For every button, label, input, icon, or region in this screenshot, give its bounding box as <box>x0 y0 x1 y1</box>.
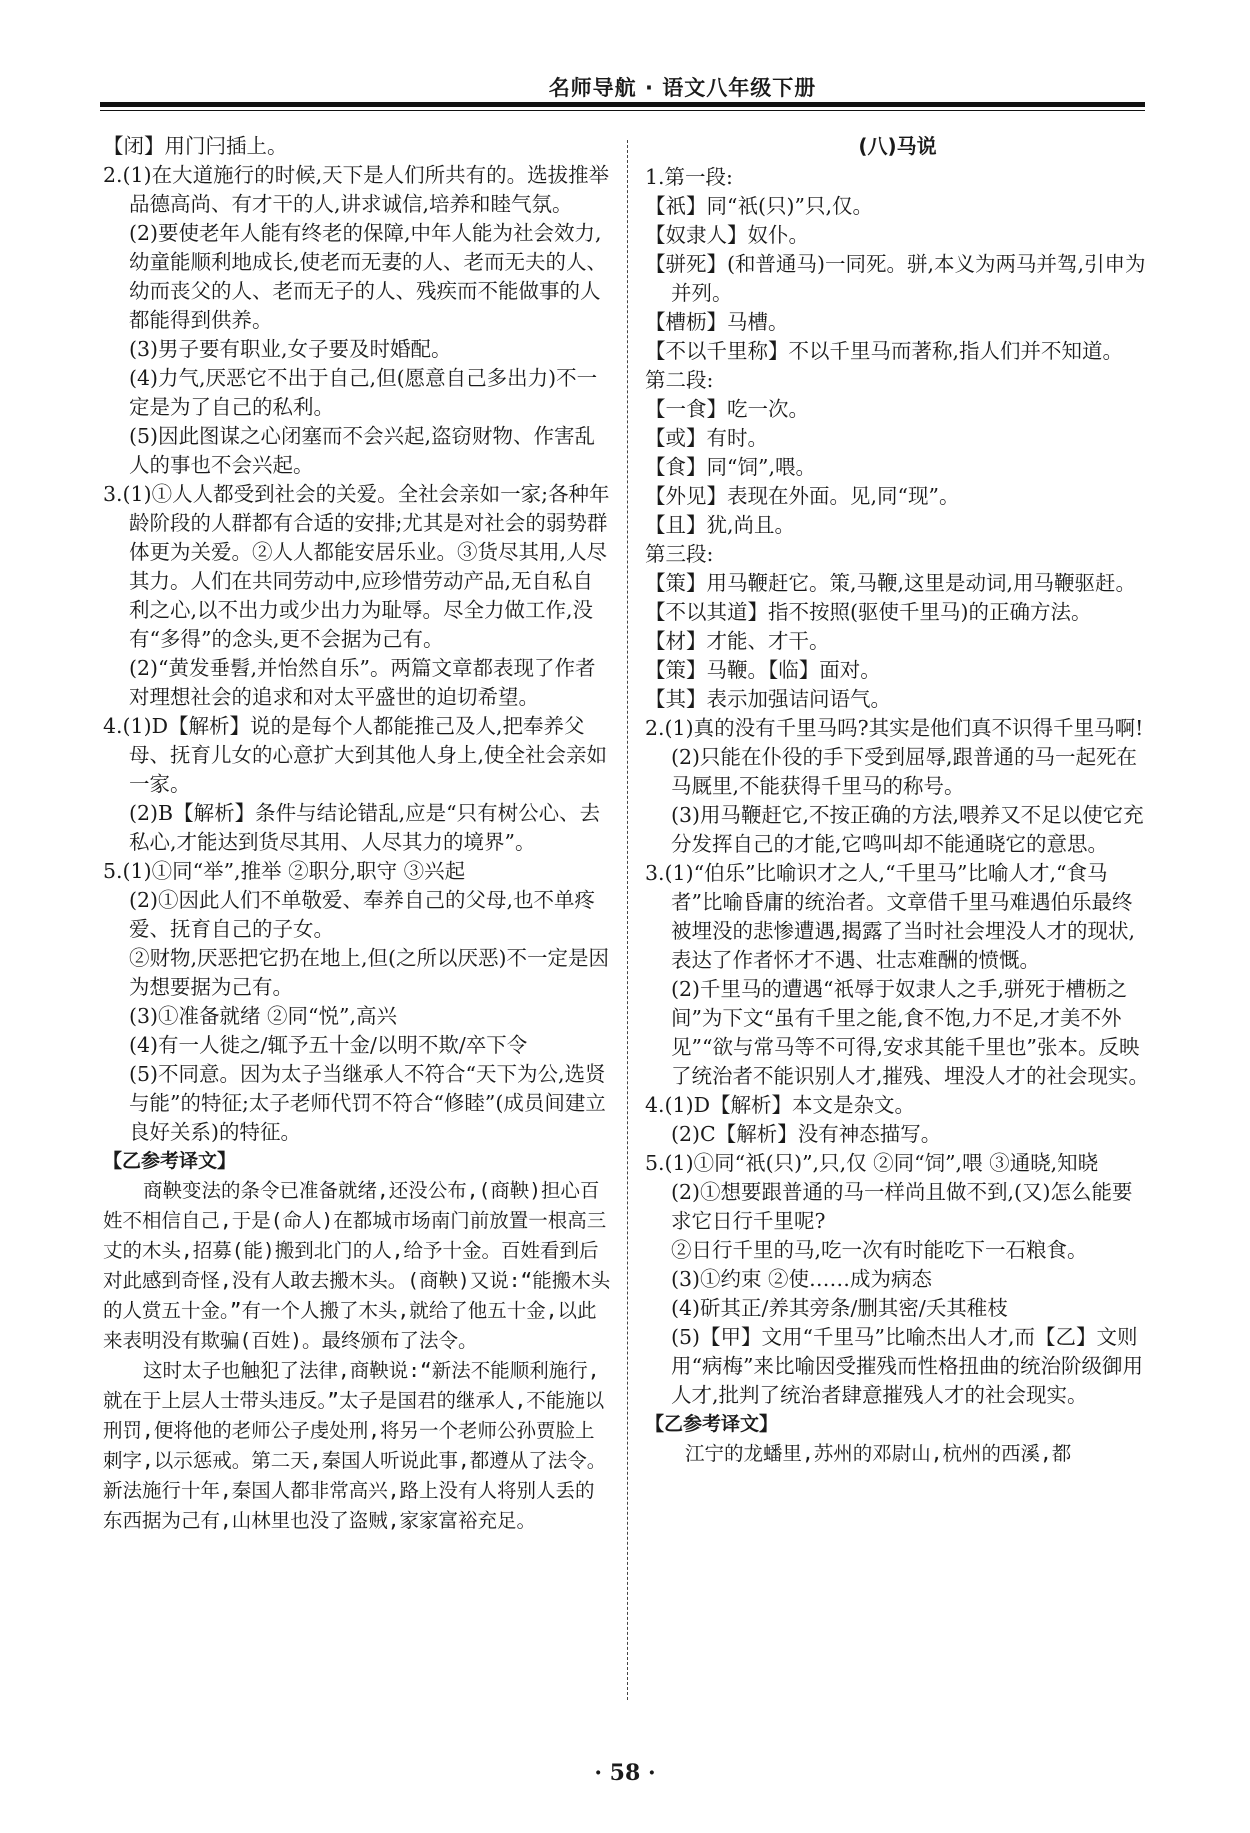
answer-line: (2)C【解析】没有神态描写。 <box>671 1122 942 1146</box>
translation-paragraph: 这时太子也触犯了法律,商鞅说:“新法不能顺利施行,就在于上层人士带头违反。”太子是国君的继承人,不能施以刑罚,便将他的老师公子虔处刑,将另一个老师公孙贾脸上刺字,以示惩戒。第二天,秦国人听说此事,都遵从了法令。新法施行十年,秦国人都非常高兴,路上没有人将别人丢的东西据为己有,山林里也没了盗贼,家家富裕充足。 <box>103 1359 607 1532</box>
answer-line: 【骈死】(和普通马)一同死。骈,本义为两马并驾,引申为并列。 <box>645 252 1146 305</box>
page-header <box>100 64 1145 116</box>
answer-line: ②日行千里的马,吃一次有时能吃下一石粮食。 <box>671 1238 1088 1262</box>
left-column <box>103 132 613 1536</box>
section-title: (八)马说 <box>858 134 937 158</box>
answer-line: 第三段: <box>645 542 714 566</box>
answer-line: 5.(1)①同“祇(只)”,只,仅 ②同“饲”,喂 ③通晓,知晓 <box>645 1151 1099 1175</box>
answer-line: (3)①约束 ②使……成为病态 <box>671 1267 933 1291</box>
answer-line: 4.(1)D【解析】本文是杂文。 <box>645 1093 916 1117</box>
answer-line: 【奴隶人】奴仆。 <box>645 223 809 247</box>
answer-line: 2.(1)在大道施行的时候,天下是人们所共有的。选拔推举品德高尚、有才干的人,讲求诚信,培养和睦气氛。 <box>103 163 610 216</box>
right-column <box>645 132 1150 1469</box>
answer-line: (4)斫其正/养其旁条/删其密/夭其稚枝 <box>671 1296 1008 1320</box>
answer-line: (2)B【解析】条件与结论错乱,应是“只有树公心、去私心,才能达到货尽其用、人尽其力的境界”。 <box>129 801 601 854</box>
answer-line: 【祇】同“祇(只)”只,仅。 <box>645 194 873 218</box>
answer-line: (2)只能在仆役的手下受到屈辱,跟普通的马一起死在马厩里,不能获得千里马的称号。 <box>671 745 1138 798</box>
header-rule-thick <box>100 102 1145 107</box>
answer-line: 【策】用马鞭赶它。策,马鞭,这里是动词,用马鞭驱赶。 <box>645 571 1137 595</box>
answer-line: 【食】同“饲”,喂。 <box>645 455 816 479</box>
answer-line: 【不以其道】指不按照(驱使千里马)的正确方法。 <box>645 600 1092 624</box>
reference-heading: 【乙参考译文】 <box>645 1413 779 1435</box>
answer-line: 2.(1)真的没有千里马吗?其实是他们真不识得千里马啊! <box>645 716 1144 740</box>
translation-paragraph: 江宁的龙蟠里,苏州的邓尉山,杭州的西溪,都 <box>685 1442 1072 1465</box>
header-title: 名师导航 · 语文八年级下册 <box>548 76 817 100</box>
answer-line: (3)用马鞭赶它,不按正确的方法,喂养又不足以使它充分发挥自己的才能,它鸣叫却不能通晓它的意思。 <box>671 803 1144 856</box>
answer-line: 【闭】用门闩插上。 <box>103 134 288 158</box>
answer-line: (3)男子要有职业,女子要及时婚配。 <box>129 337 452 361</box>
answer-line: 【外见】表现在外面。见,同“现”。 <box>645 484 960 508</box>
translation-paragraph: 商鞅变法的条令已准备就绪,还没公布,(商鞅)担心百姓不相信自己,于是(命人)在都城市场南门前放置一根高三丈的木头,招募(能)搬到北门的人,给予十金。百姓看到后对此感到奇怪,没有人敢去搬木头。(商鞅)又说:“能搬木头的人赏五十金。”有一个人搬了木头,就给了他五十金,以此来表明没有欺骗(百姓)。最终颁布了法令。 <box>103 1179 611 1352</box>
answer-line: 1.第一段: <box>645 165 733 189</box>
answer-line: (2)千里马的遭遇“祇辱于奴隶人之手,骈死于槽枥之间”为下文“虽有千里之能,食不饱,力不足,才美不外见”“欲与常马等不可得,安求其能千里也”张本。反映了统治者不能识别人才,摧残、埋没人才的社会现实。 <box>671 977 1150 1088</box>
answer-line: 【槽枥】马槽。 <box>645 310 789 334</box>
header-rule-thin <box>100 110 1145 111</box>
answer-line: 【一食】吃一次。 <box>645 397 809 421</box>
answer-line: 【其】表示加强诘问语气。 <box>645 687 891 711</box>
answer-line: 第二段: <box>645 368 714 392</box>
answer-line: 3.(1)①人人都受到社会的关爱。全社会亲如一家;各种年龄阶段的人群都有合适的安排;尤其是对社会的弱势群体更为关爱。②人人都能安居乐业。③货尽其用,人尽其力。人们在共同劳动中,应珍惜劳动产品,无自私自利之心,以不出力或少出力为耻辱。尽全力做工作,没有“多得”的念头,更不会据为己有。 <box>103 482 610 651</box>
answer-line: (5)【甲】文用“千里马”比喻杰出人才,而【乙】文则用“病梅”来比喻因受摧残而性格扭曲的统治阶级御用人才,批判了统治者肆意摧残人才的社会现实。 <box>671 1325 1143 1407</box>
answer-line: (2)①想要跟普通的马一样尚且做不到,(又)怎么能要求它日行千里呢? <box>671 1180 1133 1233</box>
answer-line: (2)①因此人们不单敬爱、奉养自己的父母,也不单疼爱、抚育自己的子女。 <box>129 888 596 941</box>
answer-line: 【策】马鞭。【临】面对。 <box>645 658 881 682</box>
answer-line: 【或】有时。 <box>645 426 768 450</box>
reference-heading: 【乙参考译文】 <box>103 1150 237 1172</box>
answer-line: 【且】犹,尚且。 <box>645 513 796 537</box>
answer-line: (5)不同意。因为太子当继承人不符合“天下为公,选贤与能”的特征;太子老师代罚不符合“修睦”(成员间建立良好关系)的特征。 <box>129 1062 606 1144</box>
page-number: · 58 · <box>594 1760 656 1786</box>
answer-line: (2)“黄发垂髫,并怡然自乐”。两篇文章都表现了作者对理想社会的追求和对太平盛世的迫切希望。 <box>129 656 596 709</box>
column-divider <box>627 140 628 1700</box>
answer-line: 5.(1)①同“举”,推举 ②职分,职守 ③兴起 <box>103 859 466 883</box>
answer-line: 【不以千里称】不以千里马而著称,指人们并不知道。 <box>645 339 1124 363</box>
answer-line: (4)力气,厌恶它不出于自己,但(愿意自己多出力)不一定是为了自己的私利。 <box>129 366 598 419</box>
answer-line: (2)要使老年人能有终老的保障,中年人能为社会效力,幼童能顺利地成长,使老而无妻的人、老而无夫的人、幼而丧父的人、老而无子的人、残疾而不能做事的人都能得到供养。 <box>129 221 608 332</box>
answer-line: 【材】才能、才干。 <box>645 629 830 653</box>
answer-line: (4)有一人徙之/辄予五十金/以明不欺/卒下令 <box>129 1033 528 1057</box>
answer-line: 4.(1)D【解析】说的是每个人都能推己及人,把奉养父母、抚育儿女的心意扩大到其他人身上,使全社会亲如一家。 <box>103 714 608 796</box>
answer-line: (3)①准备就绪 ②同“悦”,高兴 <box>129 1004 398 1028</box>
answer-line: (5)因此图谋之心闭塞而不会兴起,盗窃财物、作害乱人的事也不会兴起。 <box>129 424 596 477</box>
answer-line: ②财物,厌恶把它扔在地上,但(之所以厌恶)不一定是因为想要据为己有。 <box>129 946 610 999</box>
answer-line: 3.(1)“伯乐”比喻识才之人,“千里马”比喻人才,“食马者”比喻昏庸的统治者。文章借千里马难遇伯乐最终被埋没的悲惨遭遇,揭露了当时社会埋没人才的现状,表达了作者怀才不遇、壮志难酬的愤慨。 <box>645 861 1136 972</box>
